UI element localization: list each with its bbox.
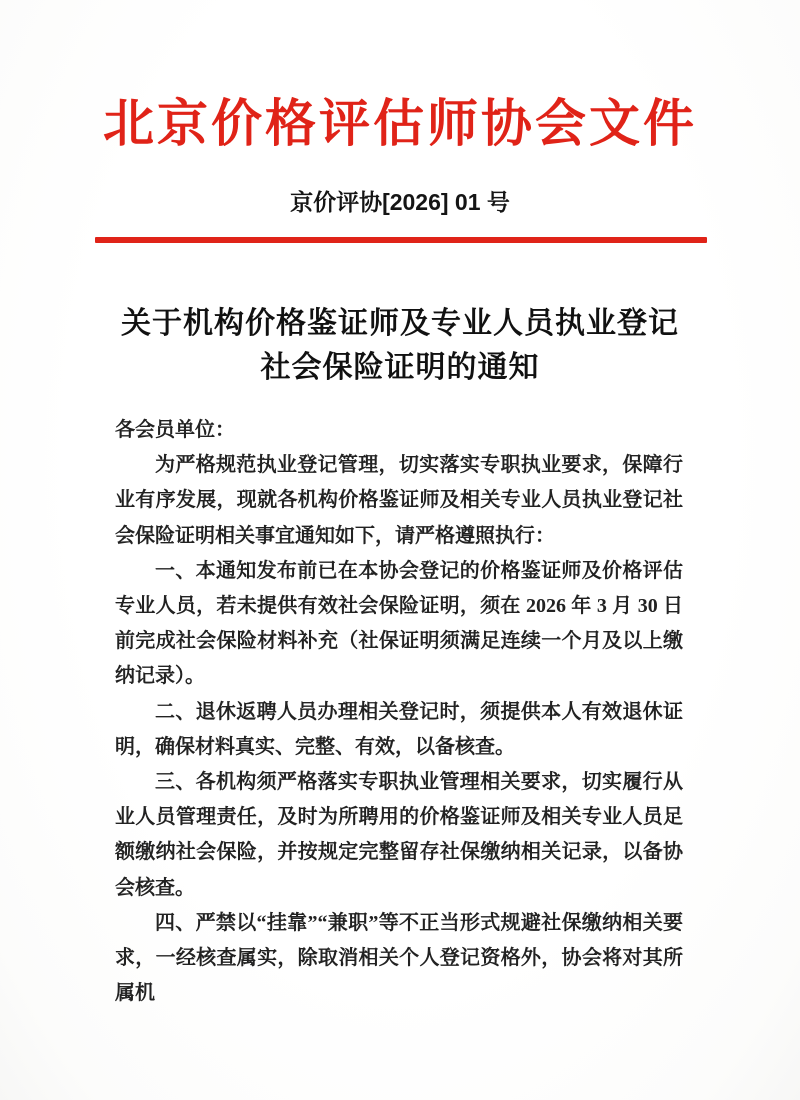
document-title-line1: 关于机构价格鉴证师及专业人员执业登记 [121, 307, 679, 340]
paragraph: 一、本通知发布前已在本协会登记的价格鉴证师及价格评估专业人员，若未提供有效社会保险证明，须在 2026 年 3 月 30 日前完成社会保险材料补充（社保证明须满足连续一个月及以上缴纳记录）。 [115, 559, 683, 688]
document-number: 京价评协[2026] 01 号 [290, 189, 510, 215]
document-title [0, 302, 800, 390]
paragraph: 三、各机构须严格落实专职执业管理相关要求，切实履行从业人员管理责任，及时为所聘用的价格鉴证师及相关专业人员足额缴纳社会保险，并按规定完整留存社保缴纳相关记录，以备协会核查。 [115, 771, 683, 899]
document-title-line2: 社会保险证明的通知 [260, 351, 540, 384]
red-divider-line [95, 237, 707, 243]
paragraph: 为严格规范执业登记管理，切实落实专职执业要求，保障行业有序发展，现就各机构价格鉴证师及相关专业人员执业登记社会保险证明相关事宜通知如下，请严格遵照执行： [115, 454, 683, 547]
salutation: 各会员单位： [115, 419, 235, 441]
paragraph: 二、退休返聘人员办理相关登记时，须提供本人有效退休证明，确保材料真实、完整、有效，以备核查。 [115, 700, 683, 758]
paragraph-list [115, 448, 683, 1011]
document-body [115, 413, 683, 1011]
paragraph: 四、严禁以“挂靠”“兼职”等不正当形式规避社保缴纳相关要求，一经核查属实，除取消相关个人登记资格外，协会将对其所属机 [115, 911, 683, 1005]
red-header-title: 北京价格评估师协会文件 [102, 97, 697, 153]
